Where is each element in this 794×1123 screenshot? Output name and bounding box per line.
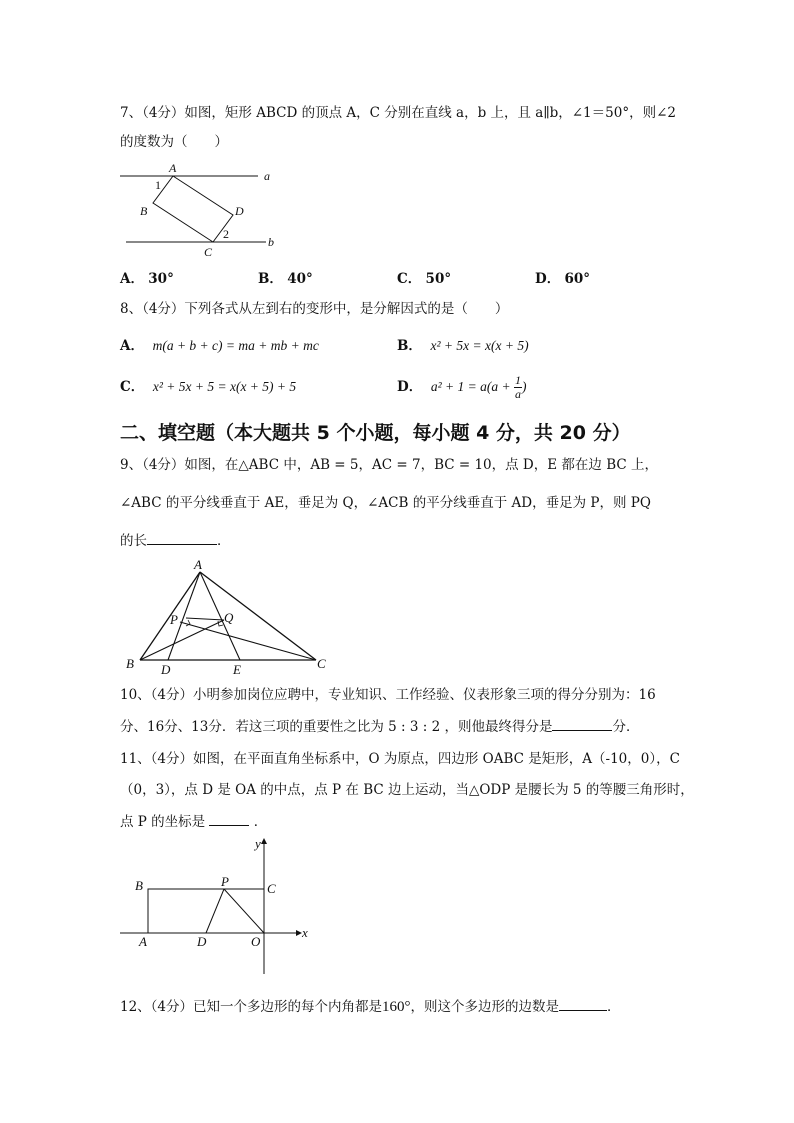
q7-option-d: D． 60° <box>535 271 591 287</box>
q12-answer-blank[interactable] <box>559 996 607 1011</box>
label-x: x <box>302 925 308 940</box>
q9-line2: ∠ABC 的平分线垂直于 AE，垂足为 Q，∠ACB 的平分线垂直于 AD，垂足为 P，则 PQ <box>120 495 651 511</box>
label-A: A <box>194 557 202 572</box>
q9-figure <box>120 556 340 676</box>
segment-pq <box>186 618 224 620</box>
label-O: O <box>251 934 261 949</box>
label-C: C <box>267 881 276 896</box>
section2-heading: 二、填空题（本大题共 5 个小题，每小题 4 分，共 20 分） <box>120 422 631 444</box>
label-a: a <box>264 169 270 183</box>
label-B: B <box>126 656 134 671</box>
label-B: B <box>135 878 143 893</box>
q8-line1: 8、（4分）下列各式从左到右的变形中，是分解因式的是（ ） <box>120 301 509 317</box>
q11-answer-blank[interactable] <box>209 811 249 826</box>
label-C: C <box>317 656 326 671</box>
q9-line3: 的长 ． <box>120 530 231 550</box>
q9-line1: 9、（4分）如图，在△ABC 中，AB = 5，AC = 7，BC = 10，点 D，E 都在边 BC 上， <box>120 457 658 473</box>
q7-option-c: C． 50° <box>397 271 452 287</box>
label-E: E <box>233 662 241 676</box>
q7-line2: 的度数为（ ） <box>120 134 228 150</box>
q7-option-b: B． 40° <box>258 271 313 287</box>
q7-figure <box>118 158 278 260</box>
segment-po <box>224 889 264 933</box>
q9-answer-blank[interactable] <box>147 530 217 545</box>
label-angle2: 2 <box>223 227 229 241</box>
q10-line1: 10、（4分）小明参加岗位应聘中，专业知识、工作经验、仪表形象三项的得分分别为：16 <box>120 687 656 703</box>
q7-option-a: A． 30° <box>120 271 174 287</box>
label-P: P <box>170 612 178 627</box>
label-D: D <box>161 662 171 676</box>
bisector-cp <box>180 622 316 660</box>
q8-option-c: C． x² + 5x + 5 = x(x + 5) + 5 <box>120 379 297 395</box>
segment-dp <box>206 889 224 933</box>
label-D: D <box>235 204 244 218</box>
q8-option-b: B． x² + 5x = x(x + 5) <box>397 338 529 354</box>
label-A: A <box>169 161 177 175</box>
label-A: A <box>139 934 147 949</box>
label-Q: Q <box>224 610 234 625</box>
label-C: C <box>204 245 213 259</box>
q12-line: 12、（4分）已知一个多边形的每个内角都是160°，则这个多边形的边数是 ． <box>120 996 621 1016</box>
label-y: y <box>255 836 261 851</box>
label-B: B <box>140 204 148 218</box>
q11-line1: 11、（4分）如图，在平面直角坐标系中，O 为原点，四边形 OABC 是矩形，A（-10，0），C <box>120 751 680 767</box>
rectangle-oabc <box>148 889 264 933</box>
side-ac <box>200 572 316 660</box>
label-P: P <box>221 874 229 889</box>
segment-ae <box>200 572 240 660</box>
label-angle1: 1 <box>155 178 161 192</box>
q10-answer-blank[interactable] <box>552 716 612 731</box>
rectangle-abcd <box>153 176 233 242</box>
q8-option-a: A． m(a + b + c) = ma + mb + mc <box>120 338 319 354</box>
q7-line1: 7、（4分）如图，矩形 ABCD 的顶点 A，C 分别在直线 a，b 上，且 a∥b，∠1＝50°，则∠2 <box>120 105 676 121</box>
q8-option-d: D． a² + 1 = a(a + $\frac{1}{a}$ ) <box>397 373 527 401</box>
y-axis-arrow <box>261 838 267 844</box>
label-D: D <box>197 934 207 949</box>
q10-line2: 分、16分、13分．若这三项的重要性之比为 5 : 3 : 2 ，则他最终得分是 分． <box>120 716 639 736</box>
label-b: b <box>268 235 274 249</box>
q11-line2: （0，3），点 D 是 OA 的中点，点 P 在 BC 边上运动，当△ODP 是腰长为 5 的等腰三角形时， <box>120 782 694 798</box>
q11-figure <box>118 834 318 976</box>
bisector-bq <box>140 620 224 660</box>
q11-line3: 点 P 的坐标是 ． <box>120 811 267 831</box>
